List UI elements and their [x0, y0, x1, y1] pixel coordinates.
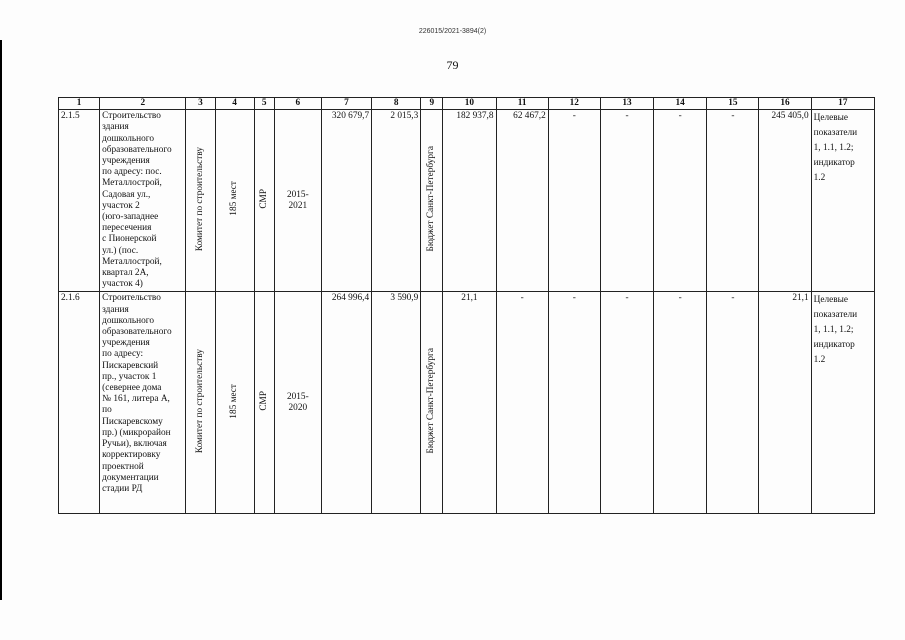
col-header: 13 [600, 98, 653, 110]
value-cell: - [600, 292, 653, 514]
col-header: 14 [654, 98, 707, 110]
col-header: 2 [100, 98, 186, 110]
source-cell [421, 292, 443, 514]
targets-cell: Целевые показатели 1, 1.1, 1.2; индикатор 1.2 [811, 110, 874, 292]
object-name: Строительство здания дошкольного образовательного учреждения по адресу: Пискаревский пр., участок 1 (севернее дома № 161, литера А, по Пискаревскому пр.) (микрорайон Ручьи), включая корректировку проектной документации стадии РД [100, 292, 186, 514]
document-id: 226015/2021-3894(2) [418, 28, 487, 35]
header-row [59, 98, 875, 110]
col-header: 12 [548, 98, 600, 110]
value-cell: - [548, 110, 600, 292]
customer-cell [186, 292, 215, 514]
value-cell: - [600, 110, 653, 292]
col-header: 15 [707, 98, 759, 110]
table-row [59, 292, 875, 514]
capacity-cell [215, 110, 254, 292]
col-header: 6 [274, 98, 321, 110]
customer-cell [186, 110, 215, 292]
financed-before: 2 015,3 [372, 110, 421, 292]
capacity-cell [215, 292, 254, 514]
col-header: 3 [186, 98, 215, 110]
stage-text: СМР [258, 391, 269, 411]
col-header: 17 [811, 98, 874, 110]
value-cell: 62 467,2 [496, 110, 548, 292]
col-header: 9 [421, 98, 443, 110]
years-cell: 2015- 2020 [274, 292, 321, 514]
capacity-text: 185 мест [229, 383, 240, 419]
row-number: 2.1.6 [59, 292, 100, 514]
value-cell: - [707, 110, 759, 292]
col-header: 16 [759, 98, 811, 110]
total-cell: 21,1 [759, 292, 811, 514]
value-cell: 182 937,8 [443, 110, 496, 292]
value-cell: - [707, 292, 759, 514]
stage-text: СМР [258, 188, 269, 209]
col-header: 1 [59, 98, 100, 110]
col-header: 7 [321, 98, 371, 110]
customer-text: Комитет по строительству [194, 348, 205, 453]
estimated-cost: 320 679,7 [321, 110, 371, 292]
source-cell [421, 110, 443, 292]
financed-before: 3 590,9 [372, 292, 421, 514]
scan-edge-mark [0, 40, 2, 600]
capacity-text: 185 мест [229, 181, 240, 217]
source-text: Бюджет Санкт-Петербурга [426, 145, 437, 252]
targets-cell: Целевые показатели 1, 1.1, 1.2; индикатор 1.2 [811, 292, 874, 514]
years-cell: 2015- 2021 [274, 110, 321, 292]
value-cell: - [654, 292, 707, 514]
col-header: 10 [443, 98, 496, 110]
table-row [59, 110, 875, 292]
value-cell: - [548, 292, 600, 514]
estimated-cost: 264 996,4 [321, 292, 371, 514]
col-header: 5 [254, 98, 274, 110]
program-table [58, 97, 875, 514]
source-text: Бюджет Санкт-Петербурга [426, 348, 437, 454]
object-name: Строительство здания дошкольного образовательного учреждения по адресу: пос. Металлострой, Садовая ул., участок 2 (юго-западнее пересечения с Пионерской ул.) (пос. Металлострой, квартал 2А, участок 4) [100, 110, 186, 292]
value-cell: - [654, 110, 707, 292]
page-number: 79 [446, 58, 459, 72]
total-cell: 245 405,0 [759, 110, 811, 292]
stage-cell [254, 110, 274, 292]
col-header: 4 [215, 98, 254, 110]
value-cell: - [496, 292, 548, 514]
value-cell: 21,1 [443, 292, 496, 514]
col-header: 8 [372, 98, 421, 110]
row-number: 2.1.5 [59, 110, 100, 292]
stage-cell [254, 292, 274, 514]
customer-text: Комитет по строительству [194, 146, 205, 251]
col-header: 11 [496, 98, 548, 110]
